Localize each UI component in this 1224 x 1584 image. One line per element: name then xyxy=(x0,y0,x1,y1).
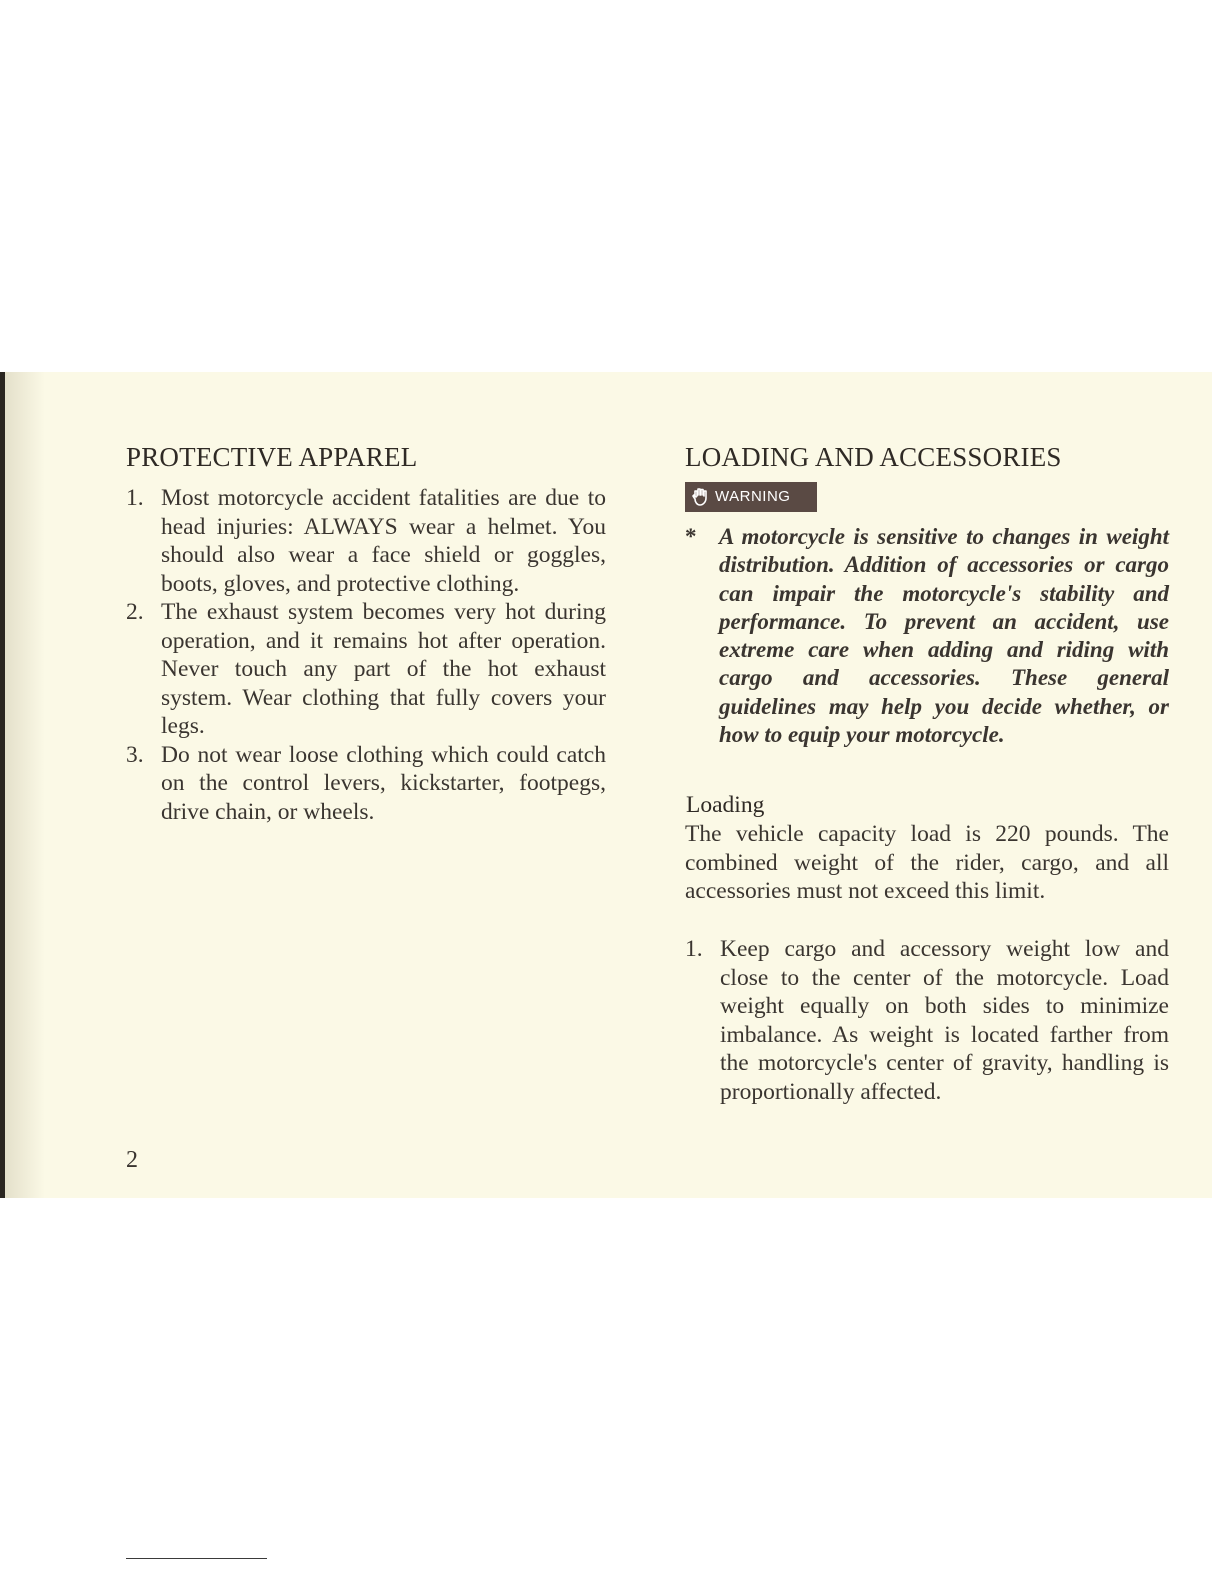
protective-apparel-heading: PROTECTIVE APPAREL xyxy=(126,442,418,472)
loading-accessories-heading: LOADING AND ACCESSORIES xyxy=(685,442,1062,472)
list-item xyxy=(126,741,606,827)
warning-bullet: * xyxy=(685,524,697,549)
warning-text-block xyxy=(685,523,1169,749)
capacity-paragraph: The vehicle capacity load is 220 pounds. The combined weight of the rider, cargo, and all accessories must not exceed this limit. xyxy=(685,821,1169,905)
list-item-text: Do not wear loose clothing which could catch on the control levers, kickstarter, footpegs, drive chain, or wheels. xyxy=(161,741,606,825)
page-number: 2 xyxy=(126,1147,138,1173)
footnote-rule xyxy=(126,1558,267,1559)
loading-subheading: Loading xyxy=(686,792,765,818)
list-item-text: Most motorcycle accident fatalities are due to head injuries: ALWAYS wear a helmet. You should also wear a face shield or goggles, boots, gloves, and protective clothing. xyxy=(161,485,606,597)
protective-apparel-list xyxy=(126,484,606,826)
binding-shadow xyxy=(5,372,45,1198)
list-item-number: 1. xyxy=(126,485,144,511)
warning-badge xyxy=(685,482,817,512)
list-item xyxy=(126,484,606,598)
loading-list xyxy=(685,935,1169,1106)
list-item-text: The exhaust system becomes very hot during operation, and it remains hot after operation. Never touch any part of the hot exhaust system. Wear clothing that fully covers your legs. xyxy=(161,599,606,739)
list-item xyxy=(126,598,606,741)
warning-text: A motorcycle is sensitive to changes in weight distribution. Addition of accessories or cargo can impair the motorcycle's stability and performance. To prevent an accident, use extreme care when adding and riding with cargo and accessories. These general guidelines may help you decide whether, or how to equip your motorcycle. xyxy=(719,524,1169,748)
list-item-number: 3. xyxy=(126,741,144,768)
hand-icon xyxy=(691,487,711,507)
list-item-text: Keep cargo and accessory weight low and close to the center of the motorcycle. Load weight equally on both sides to minimize imbalance. As weight is located farther from the motorcycle's center of gravity, handling is proportionally affected. xyxy=(720,936,1169,1105)
list-item-number: 2. xyxy=(126,599,144,625)
list-item xyxy=(685,935,1169,1106)
list-item-number: 1. xyxy=(685,936,703,962)
warning-label: WARNING xyxy=(715,488,791,505)
